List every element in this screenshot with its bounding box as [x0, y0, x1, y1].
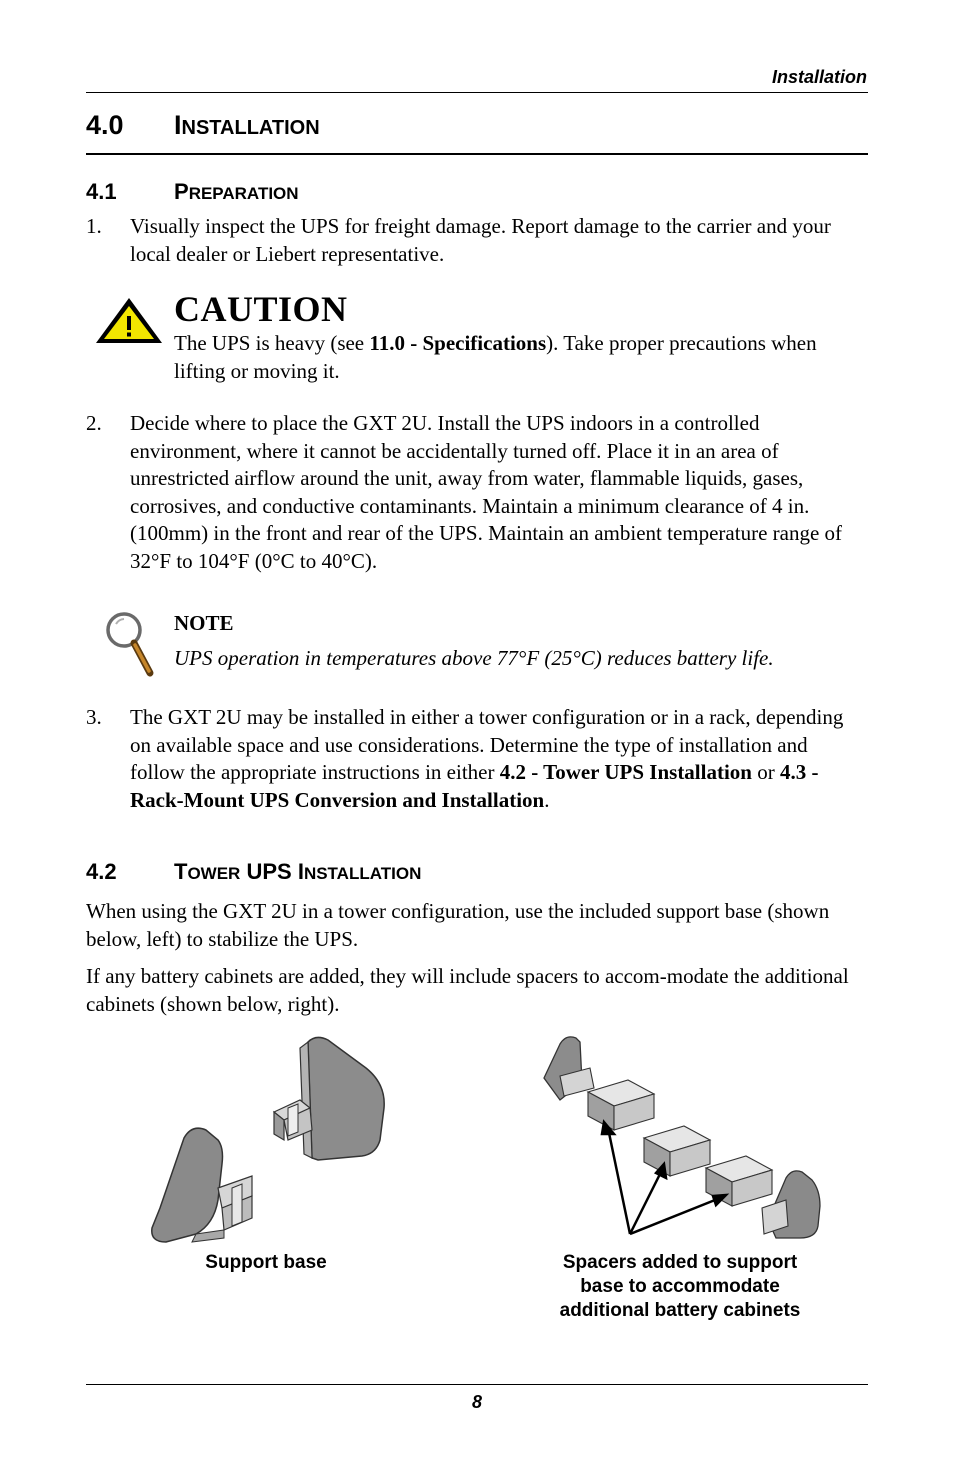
magnifying-glass-icon — [104, 610, 156, 680]
spacers-caption-line: Spacers added to support — [562, 1252, 798, 1273]
step-number: 1. — [86, 214, 102, 238]
warning-triangle-icon — [94, 296, 164, 346]
step-1 — [86, 213, 866, 268]
spacers-caption-line: base to accommodate — [580, 1276, 780, 1297]
specifications-reference: 11.0 - Specifications — [369, 331, 547, 355]
note-text: UPS operation in temperatures above 77°F (25°C) reduces battery life. — [174, 646, 774, 670]
step-2 — [86, 410, 866, 575]
section-number: 4.2 — [86, 859, 117, 884]
header-rule — [86, 92, 868, 93]
footer-rule — [86, 1384, 868, 1385]
step-number: 2. — [86, 411, 102, 435]
spacers-caption — [530, 1251, 830, 1323]
tower-installation-reference: 4.2 - Tower UPS Installation — [499, 760, 752, 784]
spacers-illustration — [530, 1030, 830, 1245]
paragraph-spacers: If any battery cabinets are added, they will include spacers to accom-modate the additional cabinets (shown below, right). — [86, 964, 849, 1016]
step-text: Visually inspect the UPS for freight damage. Report damage to the carrier and your local dealer or Liebert representative. — [130, 214, 831, 266]
caution-text: The UPS is heavy (see 11.0 - Specifications). Take proper precautions when lifting or moving it. — [174, 331, 817, 383]
section-number: 4.0 — [86, 110, 124, 140]
spacers-caption-line: additional battery cabinets — [559, 1300, 801, 1321]
step-text: The GXT 2U may be installed in either a tower configuration or in a rack, depending on available space and use considerations. Determine the type of installation and follow the appropriate instructions in either 4.2 - Tower UPS Installation or 4.3 - Rack-Mount UPS Conversion and Installation. — [130, 705, 844, 812]
section-number: 4.1 — [86, 179, 117, 204]
caution-title: CAUTION — [174, 289, 348, 329]
heading-initial: I — [174, 110, 182, 140]
heading-rule — [86, 153, 868, 155]
step-3 — [86, 704, 866, 814]
step-text: Decide where to place the GXT 2U. Install the UPS indoors in a controlled environment, where it cannot be accidentally turned off. Place it in an area of unrestricted airflow around the unit, away from water, flammable liquids, gases, corrosives, and conductive contaminants. Maintain a minimum clearance of 4 in. (100mm) in the front and rear of the UPS. Maintain an ambient temperature range of 32°F to 104°F (0°C to 40°C). — [130, 411, 843, 573]
section-heading-4-1 — [86, 179, 299, 205]
section-heading-4-2: 4.2 TOWER UPS INSTALLATION — [86, 859, 422, 884]
rack-mount-reference: 4.3 - Rack-Mount UPS Conversion and Installation — [130, 760, 819, 812]
step-number: 3. — [86, 705, 102, 729]
note-title: NOTE — [174, 611, 234, 635]
heading-rest: NSTALLATION — [181, 117, 320, 139]
heading-initial: P — [174, 179, 189, 204]
page-number: 8 — [471, 1392, 482, 1412]
section-heading-4-0 — [86, 110, 320, 141]
heading-rest: REPARATION — [188, 184, 299, 203]
support-base-illustration — [140, 1028, 400, 1248]
support-base-caption: Support base — [205, 1252, 327, 1273]
paragraph-tower: When using the GXT 2U in a tower configuration, use the included support base (shown below, left) to stabilize the UPS. — [86, 899, 830, 951]
running-header: Installation — [771, 67, 867, 87]
